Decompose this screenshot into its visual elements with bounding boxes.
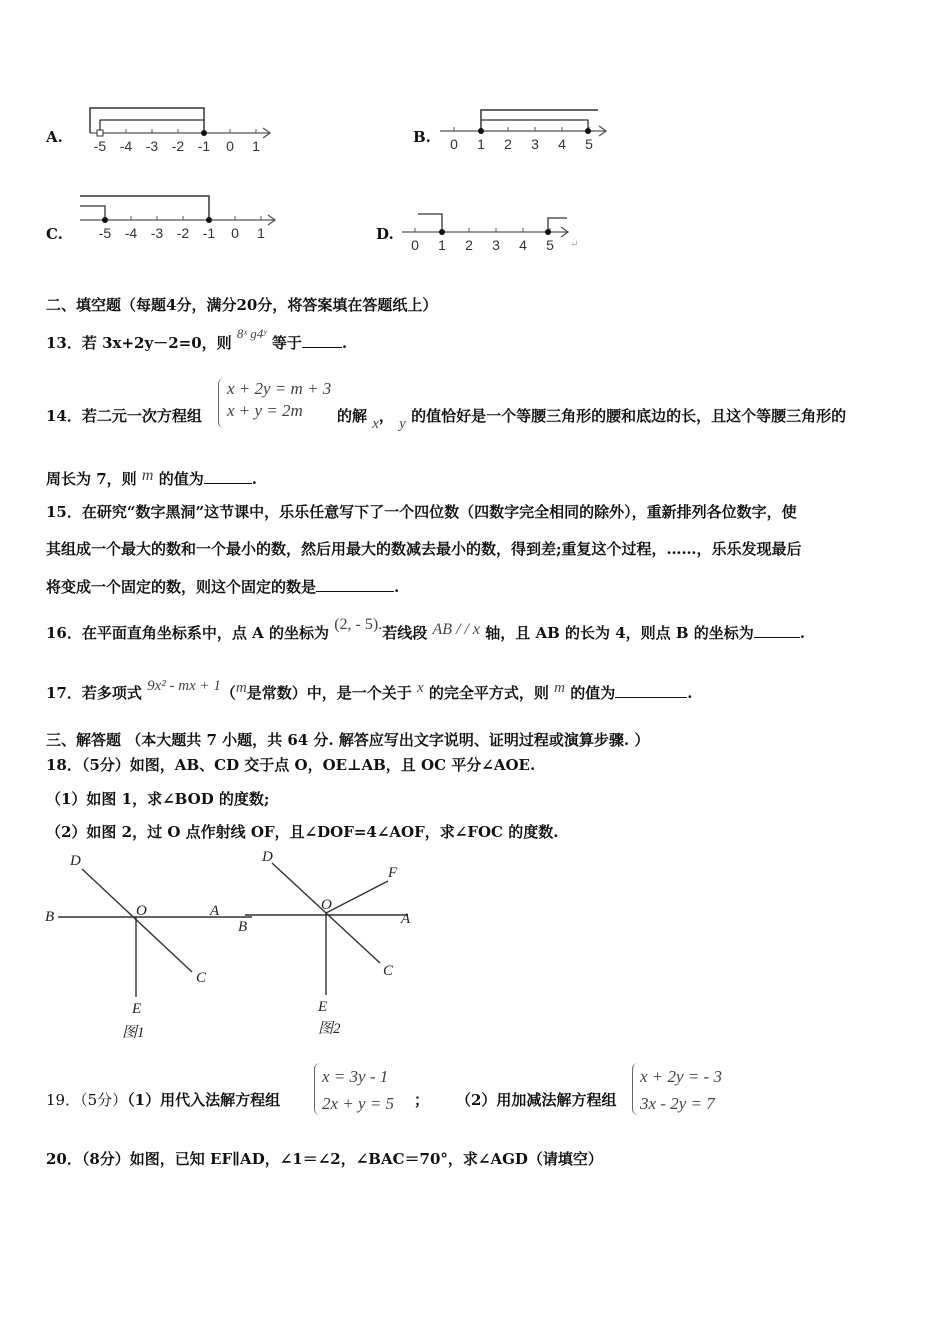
fig1-label-e: E <box>132 1001 142 1017</box>
q17-pre: 若多项式 <box>81 684 142 702</box>
q14-eq1: x + 2y = m + 3 <box>227 379 332 398</box>
option-d-tick-label: 4 <box>519 237 527 253</box>
q13-post: 等于 <box>271 334 302 352</box>
q17-var-x: x <box>417 680 424 696</box>
option-c-tick-label: -5 <box>98 225 112 241</box>
option-d-label: D. <box>376 225 394 243</box>
option-b-tick-label: 4 <box>558 136 566 152</box>
option-c-tick-label: -4 <box>124 225 138 241</box>
q18-part1: （1）如图 1，求∠BOD 的度数; <box>46 790 270 808</box>
q16-end: . <box>799 624 805 642</box>
q14-intro <box>46 405 202 426</box>
q17-mid: 是常数）中，是一个关于 <box>246 684 412 702</box>
fig2-label-o: O <box>321 897 332 913</box>
option-a-tick-label: -1 <box>197 138 211 154</box>
fig2-label-c: C <box>383 963 394 979</box>
q15-line3 <box>46 576 399 597</box>
svg-text:↵: ↵ <box>570 239 579 250</box>
fig2-label-d: D <box>262 849 273 865</box>
option-d-tick-label: 1 <box>438 237 446 253</box>
question-13 <box>46 326 348 353</box>
option-c-label: C. <box>46 225 63 243</box>
question-16 <box>46 616 805 643</box>
q19-sys2-brace <box>632 1063 639 1115</box>
option-b-numberline <box>438 100 618 160</box>
option-d-tick-label: 0 <box>411 237 419 253</box>
option-d-tick-label: 3 <box>492 237 500 253</box>
q14-sep: ， <box>378 407 394 425</box>
q18-figure-2 <box>238 849 411 1037</box>
q19-part2: （2）用加减法解方程组 <box>456 1091 617 1109</box>
q13-answer-blank[interactable] <box>302 347 342 348</box>
fig1-caption: 图1 <box>122 1025 145 1041</box>
q16-answer-blank[interactable] <box>754 637 800 638</box>
q19-sys1-brace <box>314 1063 321 1115</box>
q18-stem: 18．（5分）如图，AB、CD 交于点 O，OE⊥AB，且 OC 平分∠AOE. <box>46 756 536 774</box>
option-a-tick-label: -2 <box>171 138 185 154</box>
q19-sys1-eq2: 2x + y = 5 <box>322 1094 395 1113</box>
option-b-tick-label: 3 <box>531 136 539 152</box>
option-b-tick-label: 0 <box>450 136 458 152</box>
q17-var-m: m <box>235 680 247 696</box>
q13-end: . <box>341 334 348 352</box>
q14-line2-post: 的值为 <box>158 470 204 488</box>
fig1-label-d: D <box>70 853 81 869</box>
q15-line2: 其组成一个最大的数和一个最小的数，然后用最大的数减去最小的数，得到差;重复这个过程，……，乐乐发现最后 <box>46 540 802 558</box>
q20-text: 20．（8分）如图，已知 EF∥AD，∠1＝∠2，∠BAC＝70°，求∠AGD（请填空） <box>46 1150 603 1168</box>
option-a-tick-label: -4 <box>119 138 133 154</box>
option-a-tick-label: 1 <box>252 138 260 154</box>
q14-var-x: x <box>372 416 379 432</box>
q19-sys2-eq1: x + 2y = - 3 <box>640 1067 722 1086</box>
option-c-tick-label: -1 <box>202 225 216 241</box>
q18-figures <box>40 845 430 1050</box>
option-b-tick-label: 1 <box>477 136 485 152</box>
q17-paren: （ <box>220 684 236 702</box>
option-b-tick-label: 2 <box>504 136 512 152</box>
q13-expr: 8ˣ g4ʸ <box>236 326 267 341</box>
option-a-tick-label: -5 <box>93 138 107 154</box>
q19-semicolon: ； <box>414 1091 430 1109</box>
option-d-tick-label: 2 <box>465 237 473 253</box>
q18-part2: （2）如图 2，过 O 点作射线 OF，且∠DOF=4∠AOF，求∠FOC 的度数. <box>46 823 559 841</box>
fig2-ray-of <box>326 881 388 913</box>
q14-mid: 的解 <box>337 407 368 425</box>
fig1-label-c: C <box>196 970 207 986</box>
q16-num: 16． <box>46 624 82 642</box>
q14-var-m: m <box>141 467 154 484</box>
q18-figure-1 <box>45 853 252 1041</box>
option-d-numberline <box>400 200 590 260</box>
q19-sys2-eq2: 3x - 2y = 7 <box>640 1094 715 1113</box>
option-c-tick-label: -3 <box>150 225 164 241</box>
q15-answer-blank[interactable] <box>316 591 394 592</box>
q15-line3-text: 将变成一个固定的数，则这个固定的数是 <box>46 578 317 596</box>
q14-num: 14． <box>46 407 82 425</box>
fig2-label-f: F <box>388 865 398 881</box>
q14-end: . <box>251 470 257 488</box>
q19-system-1 <box>322 1063 394 1117</box>
option-d-tick-label: 5 <box>546 237 554 253</box>
option-a-numberline <box>82 100 282 160</box>
q16-segment: AB / / x <box>432 621 480 638</box>
section3-title: 三、解答题 （本大题共 7 小题，共 64 分. 解答应写出文字说明、证明过程或演算步骤. ） <box>46 731 650 749</box>
option-a-tick-label: -3 <box>145 138 159 154</box>
section2-title: 二、填空题（每题4分，满分20分，将答案填在答题纸上） <box>46 296 438 314</box>
option-a-label: A. <box>46 128 63 146</box>
q17-poly: 9x² - mx + 1 <box>147 678 221 694</box>
fig2-label-a: A <box>401 911 411 927</box>
fig2-caption: 图2 <box>318 1021 341 1037</box>
fig2-label-e: E <box>318 999 328 1015</box>
option-b-tick-label: 5 <box>585 136 593 152</box>
q19-intro <box>46 1089 280 1110</box>
question-17 <box>46 678 693 703</box>
q16-pre: 在平面直角坐标系中，点 A 的坐标为 <box>81 624 329 642</box>
q15-end: . <box>394 578 400 596</box>
q17-num: 17． <box>46 684 82 702</box>
q17-end: . <box>687 684 693 702</box>
q16-coord: (2, - 5). <box>334 616 383 633</box>
q19-num: 19．（5分） <box>46 1091 128 1109</box>
q14-rest <box>337 405 847 432</box>
q14-line2-pre: 周长为 7，则 <box>46 470 137 488</box>
q13-num: 13． <box>46 334 82 352</box>
q19-part1: （1）用代入法解方程组 <box>127 1091 281 1109</box>
q17-post2: 的值为 <box>570 684 616 702</box>
option-c-tick-label: 1 <box>257 225 265 241</box>
q19-sys1-eq1: x = 3y - 1 <box>322 1067 389 1086</box>
option-a-tick-label: 0 <box>226 138 234 154</box>
fig1-label-o: O <box>136 903 147 919</box>
q17-answer-blank[interactable] <box>615 697 687 698</box>
q17-post: 的完全平方式，则 <box>428 684 549 702</box>
q14-var-y: y <box>399 416 406 432</box>
q15-line1: 15．在研究“数字黑洞”这节课中，乐乐任意写下了一个四位数（四数字完全相同的除外），重新排列各位数字，使 <box>46 503 797 521</box>
q16-post: 轴，且 AB 的长为 4，则点 B 的坐标为 <box>485 624 754 642</box>
fig1-label-a: A <box>210 903 220 919</box>
option-c-numberline <box>75 190 285 250</box>
fig1-line-dc <box>82 869 192 972</box>
q16-mid: 若线段 <box>382 624 428 642</box>
q13-pre: 若 3x+2y－2=0，则 <box>81 334 232 352</box>
q14-answer-blank[interactable] <box>204 483 252 484</box>
fig1-label-b: B <box>45 909 55 925</box>
q14-pre: 若二元一次方程组 <box>81 407 202 425</box>
q14-system <box>227 378 331 422</box>
option-c-tick-label: 0 <box>231 225 239 241</box>
q14-eq2: x + y = 2m <box>227 401 303 420</box>
q14-line2 <box>46 468 257 489</box>
q17-var-m2: m <box>554 680 565 696</box>
q19-system-2 <box>640 1063 722 1117</box>
fig2-label-b: B <box>238 919 248 935</box>
q14-post: 的值恰好是一个等腰三角形的腰和底边的长，且这个等腰三角形的 <box>411 407 847 425</box>
option-b-label: B. <box>413 128 431 146</box>
option-c-tick-label: -2 <box>176 225 190 241</box>
q14-system-brace <box>218 378 225 428</box>
